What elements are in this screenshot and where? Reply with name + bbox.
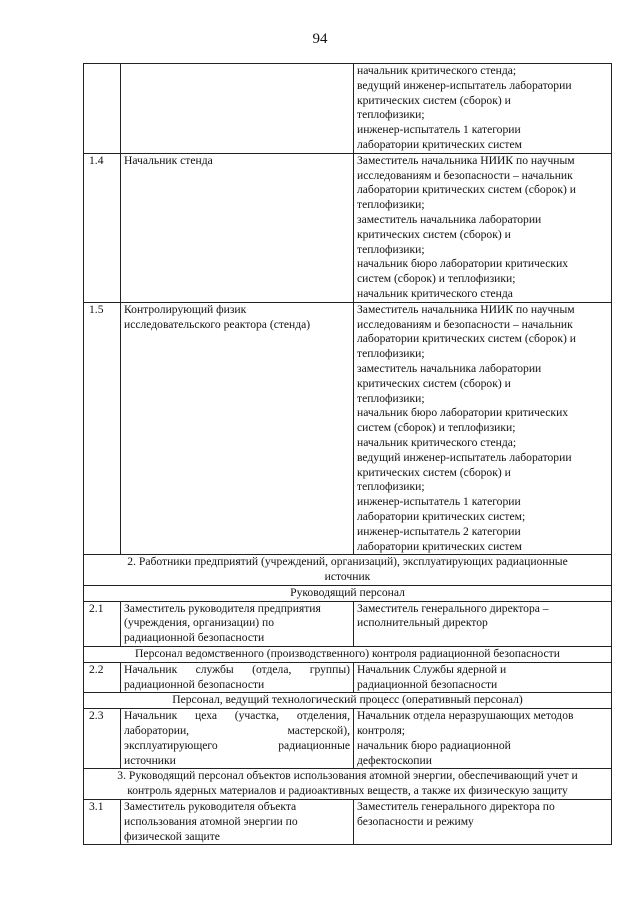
substitute-line: начальник критического стенда; <box>357 435 517 449</box>
substitute-line: теплофизики; <box>357 198 425 212</box>
position-line: лаборатории, мастерской), <box>124 724 350 738</box>
subsection-heading-row <box>84 585 612 601</box>
substitutes-cell <box>354 800 612 845</box>
position-line: Контролирующий физик <box>124 302 247 316</box>
row-number: 1.5 <box>84 302 121 555</box>
substitute-line: критических систем (сборок) и <box>357 376 511 390</box>
position-line: Начальник цеха (участка, отделения, <box>124 709 350 723</box>
position-line: источники <box>124 753 176 767</box>
substitute-line: дефектоскопии <box>357 753 432 767</box>
substitute-line: Заместитель начальника НИИК по научным <box>357 302 575 316</box>
substitute-line: инженер-испытатель 1 категории <box>357 495 521 509</box>
position-line: физической защите <box>124 829 220 843</box>
positions-table <box>83 63 612 845</box>
substitutes-cell <box>354 662 612 693</box>
substitute-line: лаборатории критических систем; <box>357 509 526 523</box>
position-line: радиационной безопасности <box>124 631 265 645</box>
substitute-line: теплофизики; <box>357 108 425 122</box>
subsection-heading: Руководящий персонал <box>84 585 612 601</box>
substitute-line: лаборатории критических систем (сборок) и <box>357 332 576 346</box>
position-line: (учреждения, организации) по <box>124 616 275 630</box>
section-heading-line: 3. Руководящий персонал объектов использования атомной энергии, обеспечивающий учет и <box>117 769 578 783</box>
position-line: Заместитель руководителя объекта <box>124 800 297 814</box>
substitutes-cell <box>354 302 612 555</box>
position-line: Начальник службы (отдела, группы) <box>124 662 350 676</box>
substitute-line: инженер-испытатель 2 категории <box>357 524 521 538</box>
substitute-line: систем (сборок) и теплофизики; <box>357 421 516 435</box>
table-row <box>84 709 612 769</box>
position-cell <box>121 601 354 646</box>
substitute-line: теплофизики; <box>357 391 425 405</box>
section-heading-row <box>84 769 612 800</box>
substitute-line: лаборатории критических систем <box>357 539 522 553</box>
row-number: 2.2 <box>84 662 121 693</box>
section-heading-line: контроль ядерных материалов и радиоактивных веществ, а также их физическую защиту <box>127 784 568 798</box>
table-row <box>84 302 612 555</box>
substitute-line: критических систем (сборок) и <box>357 227 511 241</box>
section-heading <box>84 555 612 586</box>
substitutes-cell <box>354 709 612 769</box>
subsection-heading-row <box>84 693 612 709</box>
position-line: Начальник стенда <box>124 153 213 167</box>
substitute-line: теплофизики; <box>357 347 425 361</box>
position-cell <box>121 64 354 154</box>
position-line: Заместитель руководителя предприятия <box>124 601 321 615</box>
row-number: 1.4 <box>84 153 121 302</box>
substitute-line: лаборатории критических систем (сборок) и <box>357 183 576 197</box>
substitute-line: начальник бюро лаборатории критических <box>357 406 569 420</box>
substitute-line: Начальник Службы ядерной и <box>357 662 507 676</box>
table-row <box>84 64 612 154</box>
row-number: 2.3 <box>84 709 121 769</box>
substitute-line: исследованиям и безопасности – начальник <box>357 317 573 331</box>
position-line: использования атомной энергии по <box>124 814 298 828</box>
substitute-line: инженер-испытатель 1 категории <box>357 123 521 137</box>
position-cell <box>121 153 354 302</box>
subsection-heading: Персонал, ведущий технологический процесс (оперативный персонал) <box>84 693 612 709</box>
substitute-line: Начальник отдела неразрушающих методов <box>357 709 574 723</box>
substitute-line: лаборатории критических систем <box>357 137 522 151</box>
table-row <box>84 601 612 646</box>
table-row <box>84 800 612 845</box>
substitute-line: радиационной безопасности <box>357 677 498 691</box>
row-number <box>84 64 121 154</box>
substitute-line: заместитель начальника лаборатории <box>357 212 542 226</box>
substitute-line: Заместитель генерального директора по <box>357 800 555 814</box>
table-row <box>84 153 612 302</box>
substitutes-cell <box>354 601 612 646</box>
section-heading-row <box>84 555 612 586</box>
substitute-line: критических систем (сборок) и <box>357 465 511 479</box>
substitutes-cell <box>354 153 612 302</box>
substitute-line: начальник бюро радиационной <box>357 738 511 752</box>
substitute-line: теплофизики; <box>357 242 425 256</box>
substitute-line: ведущий инженер-испытатель лаборатории <box>357 78 572 92</box>
substitute-line: начальник критического стенда <box>357 286 513 300</box>
substitute-line: критических систем (сборок) и <box>357 93 511 107</box>
section-heading-line: 2. Работники предприятий (учреждений, организаций), эксплуатирующих радиационные <box>127 555 568 569</box>
substitute-line: ведущий инженер-испытатель лаборатории <box>357 450 572 464</box>
row-number: 2.1 <box>84 601 121 646</box>
substitutes-cell <box>354 64 612 154</box>
substitute-line: исследованиям и безопасности – начальник <box>357 168 573 182</box>
substitute-line: Заместитель генерального директора – <box>357 601 549 615</box>
subsection-heading: Персонал ведомственного (производственного) контроля радиационной безопасности <box>84 647 612 663</box>
subsection-heading-row <box>84 647 612 663</box>
section-heading-line: источник <box>324 570 371 584</box>
table-row <box>84 662 612 693</box>
position-line: исследовательского реактора (стенда) <box>124 317 311 331</box>
substitute-line: заместитель начальника лаборатории <box>357 361 542 375</box>
row-number: 3.1 <box>84 800 121 845</box>
substitute-line: теплофизики; <box>357 480 425 494</box>
substitute-line: безопасности и режиму <box>357 814 474 828</box>
substitute-line: начальник критического стенда; <box>357 64 517 77</box>
position-cell <box>121 800 354 845</box>
position-cell <box>121 662 354 693</box>
position-cell <box>121 709 354 769</box>
position-line: радиационной безопасности <box>124 677 265 691</box>
position-cell <box>121 302 354 555</box>
substitute-line: исполнительный директор <box>357 616 488 630</box>
substitute-line: систем (сборок) и теплофизики; <box>357 272 516 286</box>
substitute-line: контроля; <box>357 724 406 738</box>
position-line: эксплуатирующего радиационные <box>124 738 350 752</box>
substitute-line: начальник бюро лаборатории критических <box>357 257 569 271</box>
page-number: 94 <box>312 31 328 47</box>
substitute-line: Заместитель начальника НИИК по научным <box>357 153 575 167</box>
section-heading <box>84 769 612 800</box>
